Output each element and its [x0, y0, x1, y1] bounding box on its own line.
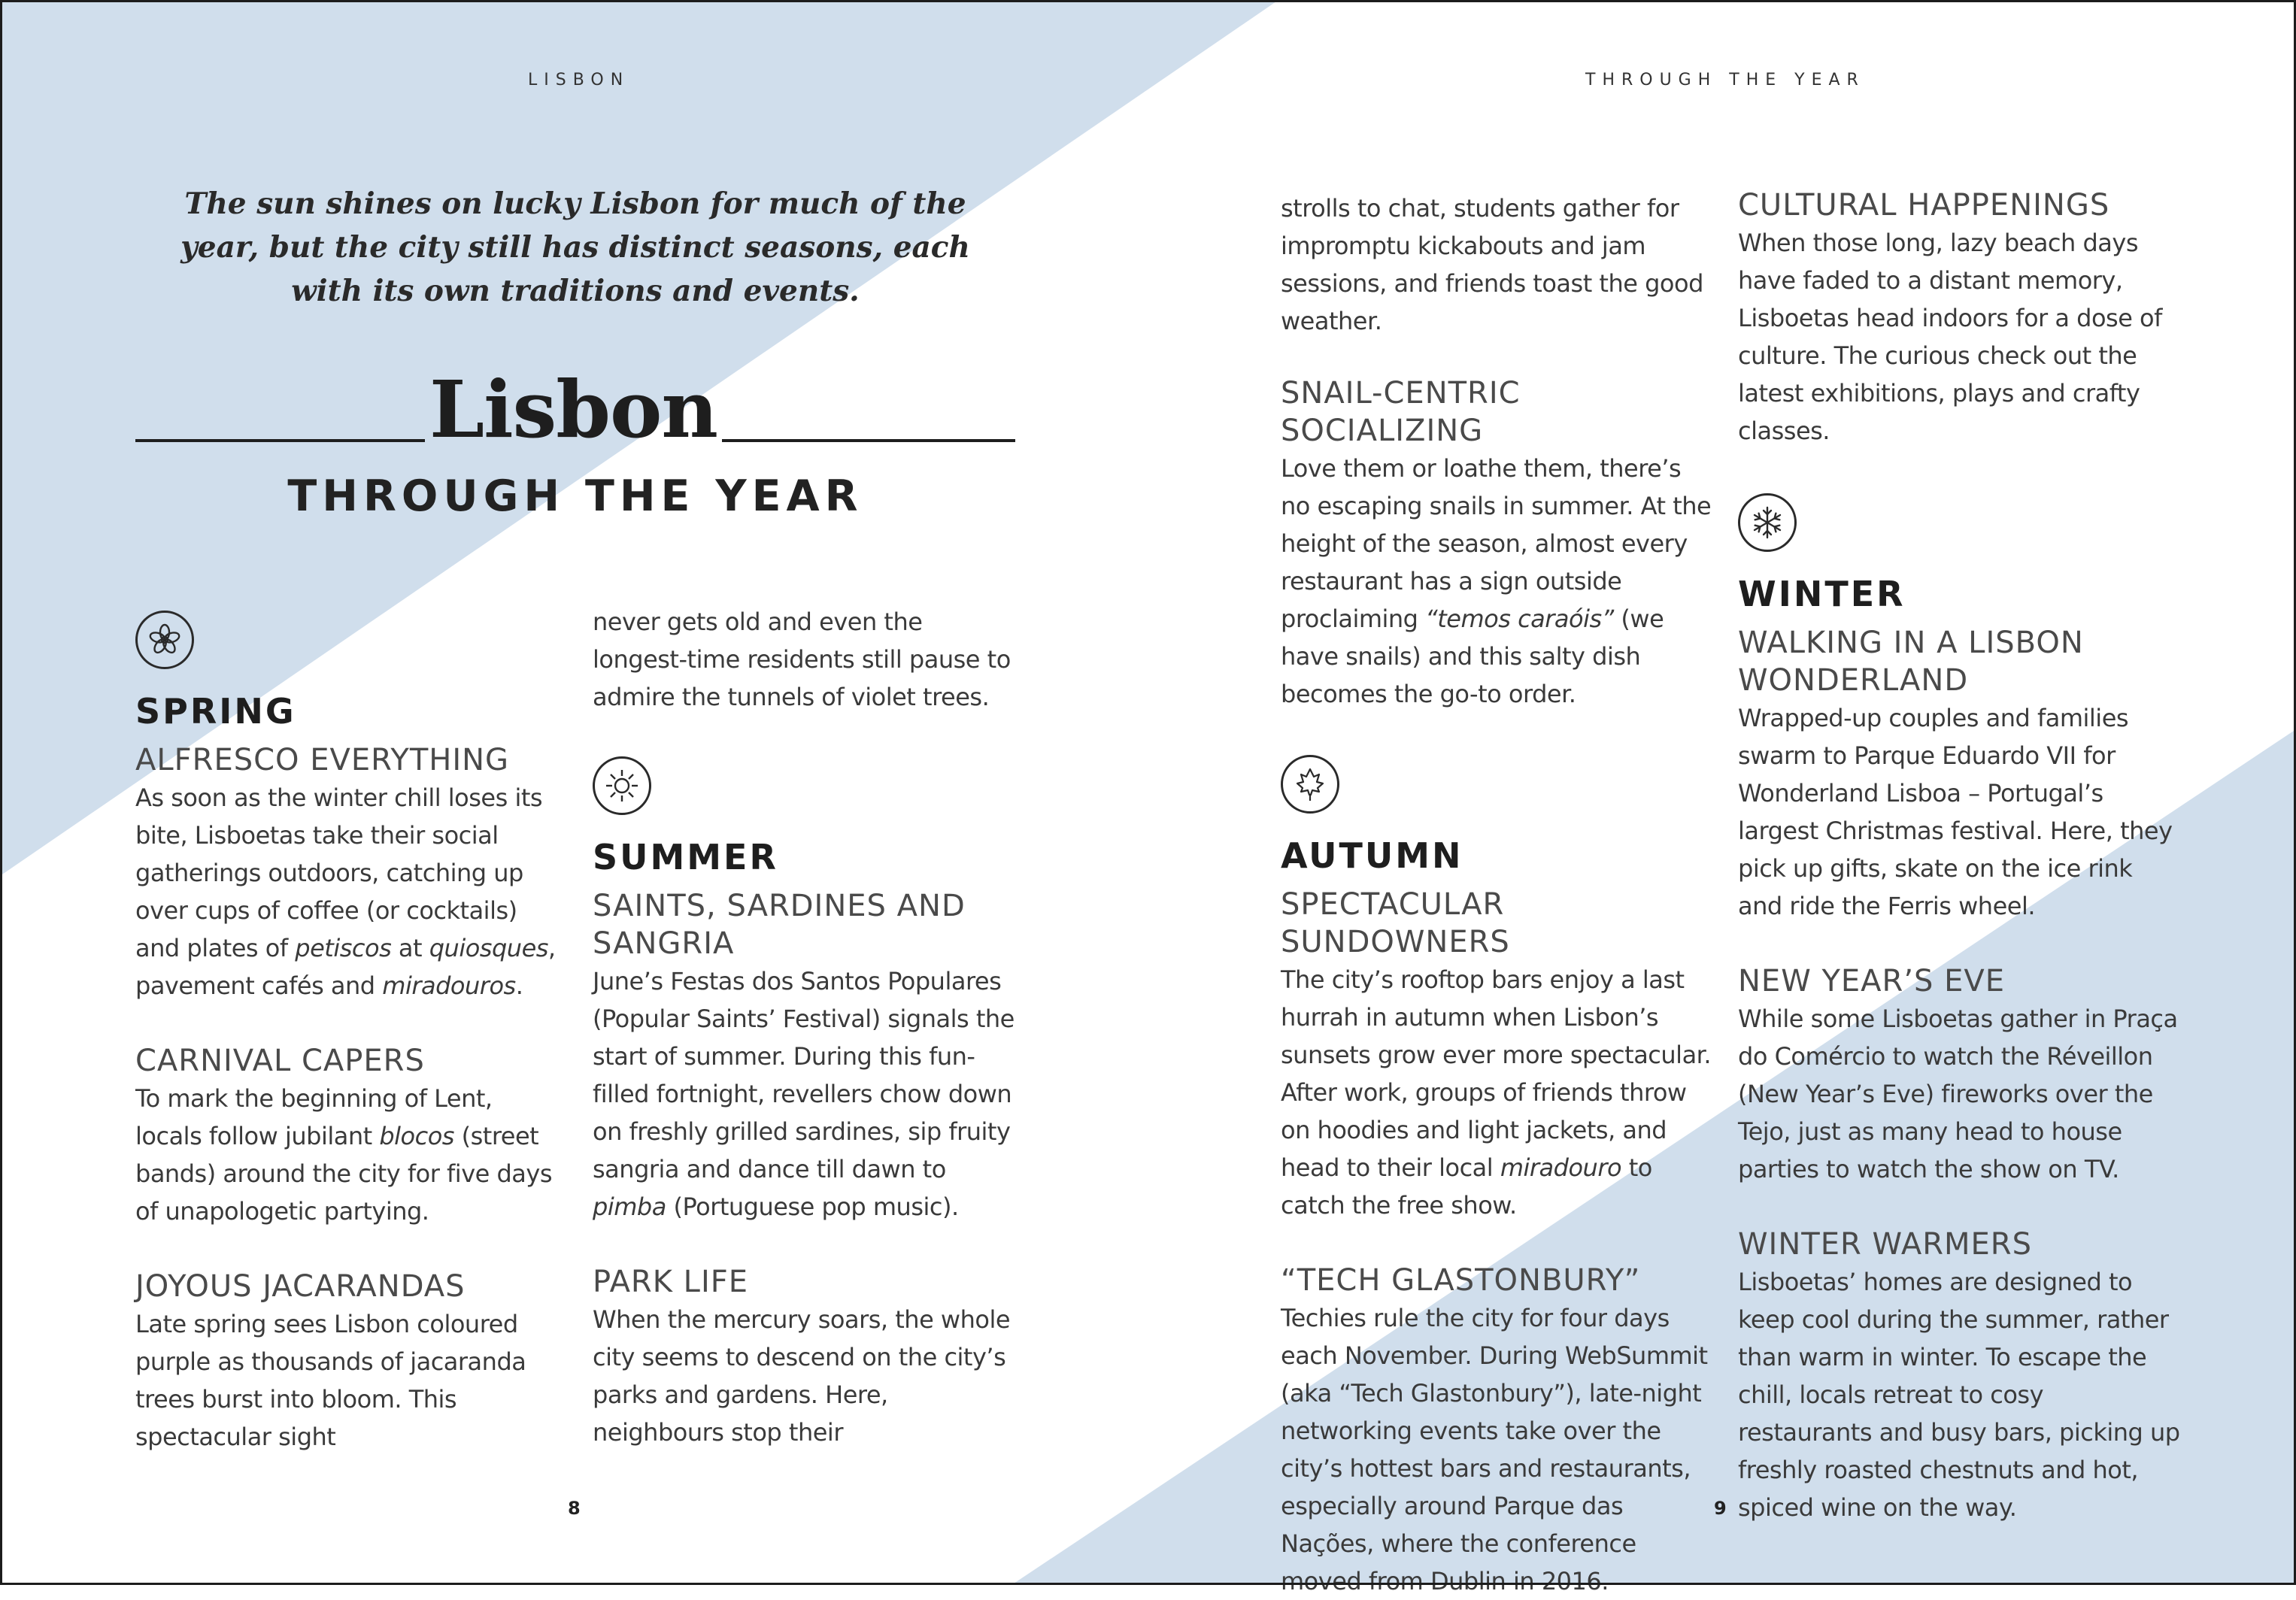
- section-title-park-life: PARK LIFE: [593, 1265, 749, 1299]
- section-title-snails: SNAIL-CENTRIC SOCIALIZING: [1281, 376, 1521, 448]
- section-text-wonderland: Wrapped-up couples and families swarm to Parque Eduardo VII for Wonderland Lisboa – Portugal’s largest Christmas festival. Here, they pick up gifts, skate on the ice rink and ride the Ferris wheel.: [1738, 704, 2173, 920]
- section-text-cultural: When those long, lazy beach days have faded to a distant memory, Lisboetas head indoors for a dose of culture. The curious check out the latest exhibitions, plays and crafty classes.: [1738, 229, 2162, 445]
- section-text-alfresco: As soon as the winter chill loses its bite, Lisboetas take their social gatherings outdoors, catching up over cups of coffee (or cocktails) and plates of petiscos at quiosques, pavement cafés and miradouros.: [135, 783, 556, 1000]
- section-text-carnival: To mark the beginning of Lent, locals follow jubilant blocos (street bands) around the city for five days of unapologetic partying.: [135, 1084, 553, 1226]
- section-text-park-life-continued: strolls to chat, students gather for impromptu kickabouts and jam sessions, and friends toast the good weather.: [1281, 194, 1703, 335]
- maple-leaf-icon: [1281, 755, 1339, 814]
- section-title-sundowners: SPECTACULAR SUNDOWNERS: [1281, 887, 1510, 959]
- section-text-jacarandas: Late spring sees Lisbon coloured purple as thousands of jacaranda trees burst into bloom. This spectacular sight: [135, 1310, 526, 1451]
- section-text-saints: June’s Festas dos Santos Populares (Popular Saints’ Festival) signals the start of summer. During this fun-filled fortnight, revellers chow down on freshly grilled sardines, sip fruity sangria and dance till dawn to pimba (Portuguese pop music).: [593, 967, 1015, 1221]
- section-title-jacarandas: JOYOUS JACARANDAS: [135, 1269, 466, 1304]
- title-rule-left: [135, 439, 425, 442]
- section-text-new-years-eve: While some Lisboetas gather in Praça do Comércio to watch the Réveillon (New Year’s Eve) fireworks over the Tejo, just as many head to house parties to watch the show on TV.: [1738, 1005, 2178, 1183]
- section-text-sundowners: The city’s rooftop bars enjoy a last hurrah in autumn when Lisbon’s sunsets grow ever more spectacular. After work, groups of friends throw on hoodies and light jackets, and head to their local miradouro to catch the free show.: [1281, 965, 1712, 1220]
- section-title-tech-glastonbury: “TECH GLASTONBURY”: [1281, 1263, 1641, 1298]
- section-text-winter-warmers: Lisboetas’ homes are designed to keep cool during the summer, rather than warm in winter. To escape the chill, locals retreat to cosy restaurants and busy bars, picking up freshly roasted chestnuts and hot, spiced wine on the way.: [1738, 1268, 2180, 1522]
- page-title: Lisbon: [429, 363, 717, 456]
- flower-icon: [135, 611, 194, 669]
- column-spring: [135, 611, 557, 1456]
- running-head-right: THROUGH THE YEAR: [1585, 71, 1865, 89]
- page-number-left: 8: [568, 1498, 581, 1519]
- section-title-cultural: CULTURAL HAPPENINGS: [1738, 188, 2110, 223]
- section-title-winter-warmers: WINTER WARMERS: [1738, 1227, 2032, 1262]
- season-title-winter: WINTER: [1738, 574, 1906, 614]
- column-autumn: [1281, 189, 1717, 1600]
- season-title-summer: SUMMER: [593, 837, 778, 877]
- section-text-jacarandas-continued: never gets old and even the longest-time residents still pause to admire the tunnels of violet trees.: [593, 608, 1011, 711]
- section-title-alfresco: ALFRESCO EVERYTHING: [135, 743, 510, 777]
- intro-text: The sun shines on lucky Lisbon for much of the year, but the city still has distinct seasons, each with its own traditions and events.: [180, 186, 970, 308]
- section-title-carnival: CARNIVAL CAPERS: [135, 1044, 425, 1078]
- section-title-new-years-eve: NEW YEAR’S EVE: [1738, 964, 2006, 998]
- sun-icon: [593, 756, 651, 815]
- section-title-wonderland: WALKING IN A LISBON WONDERLAND: [1738, 626, 2084, 698]
- season-title-spring: SPRING: [135, 691, 296, 732]
- title-rule-right: [722, 439, 1015, 442]
- snowflake-icon: [1738, 493, 1797, 552]
- page-subtitle: THROUGH THE YEAR: [287, 471, 863, 521]
- column-summer: [593, 603, 1018, 1451]
- season-title-autumn: AUTUMN: [1281, 835, 1463, 876]
- section-text-tech-glastonbury: Techies rule the city for four days each November. During WebSummit (aka “Tech Glastonbury”), late-night networking events take over the city’s hottest bars and restaurants, especially around Parque das Nações, where the conference moved from Dublin in 2016.: [1281, 1304, 1708, 1595]
- running-head-left: LISBON: [528, 71, 630, 89]
- section-title-saints: SAINTS, SARDINES AND SANGRIA: [593, 889, 966, 961]
- column-winter: [1738, 186, 2182, 1526]
- section-text-snails: Love them or loathe them, there’s no escaping snails in summer. At the height of the season, almost every restaurant has a sign outside proclaiming “temos caraóis” (we have snails) and this salty dish becomes the go-to order.: [1281, 454, 1712, 708]
- page-number-right: 9: [1714, 1498, 1727, 1519]
- section-text-park-life: When the mercury soars, the whole city seems to descend on the city’s parks and gardens. Here, neighbours stop their: [593, 1305, 1011, 1447]
